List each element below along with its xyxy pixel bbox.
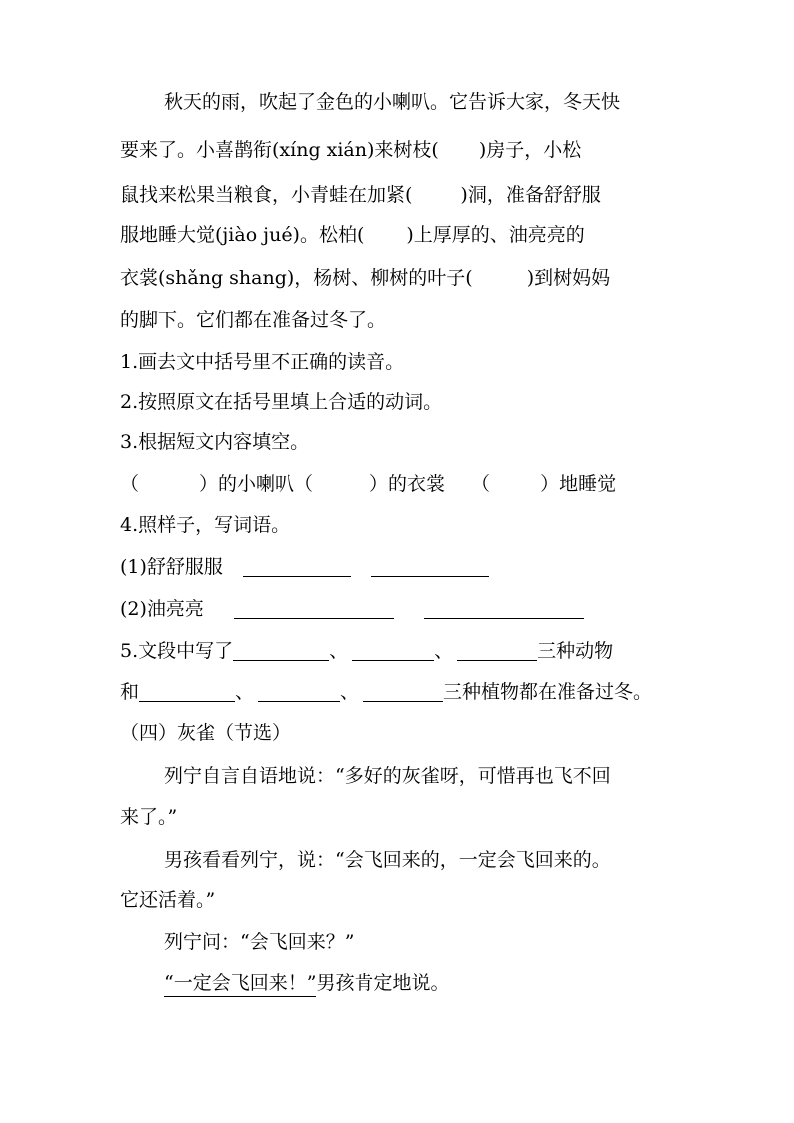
answer-blank[interactable] (363, 679, 443, 702)
question-4: 4.照样子，写词语。 (120, 514, 291, 536)
question-3-blanks: （ ）的小喇叭（ ）的衣裳 （ ）地睡觉 (120, 473, 617, 495)
answer-blank[interactable] (352, 638, 434, 661)
answer-blank[interactable] (457, 638, 537, 661)
passage4-line-4: 它还活着。” (120, 889, 216, 911)
passage4-line-1: 列宁自言自语地说：“多好的灰雀呀，可惜再也飞不回 (164, 765, 611, 787)
question-5-line-2: 和 、 、 三种植物都在准备过冬。 (120, 681, 653, 703)
question-1: 1.画去文中括号里不正确的读音。 (120, 351, 405, 373)
question-4-item-1: (1)舒舒服服 (120, 547, 680, 587)
passage4-line-3: 男孩看看列宁，说：“会飞回来的，一定会飞回来的。 (164, 849, 611, 871)
passage4-line-2: 来了。” (120, 806, 178, 828)
question-5-line-1: 5.文段中写了 、 、 三种动物 (120, 640, 614, 662)
passage-line-5: 衣裳(shǎng shang)，杨树、柳树的叶子( )到树妈妈 (120, 267, 611, 289)
answer-blank[interactable] (139, 679, 235, 702)
answer-blank[interactable] (243, 554, 351, 577)
passage-line-1: 秋天的雨，吹起了金色的小喇叭。它告诉大家，冬天快 (164, 91, 621, 113)
question-3: 3.根据短文内容填空。 (120, 431, 310, 453)
section-title: （四）灰雀（节选） (120, 722, 292, 744)
answer-blank[interactable] (234, 596, 394, 619)
answer-blank[interactable] (371, 554, 489, 577)
passage-line-6: 的脚下。它们都在准备过冬了。 (120, 309, 387, 331)
question-2: 2.按照原文在括号里填上合适的动词。 (120, 391, 443, 413)
answer-blank[interactable] (424, 596, 584, 619)
answer-blank[interactable] (233, 638, 329, 661)
passage-line-4: 服地睡大觉(jiào jué)。松柏( )上厚厚的、油亮亮的 (120, 224, 585, 246)
question-4-item-2: (2)油亮亮 (120, 589, 680, 629)
passage4-line-5: 列宁问：“会飞回来？” (164, 931, 355, 953)
passage-line-2: 要来了。小喜鹊衔(xíng xián)来树枝( )房子，小松 (120, 139, 582, 161)
answer-blank[interactable] (258, 679, 340, 702)
passage-line-3: 鼠找来松果当粮食，小青蛙在加紧( )洞，准备舒舒服 (120, 184, 601, 206)
underlined-quote: “一定会飞回来！” (164, 972, 316, 997)
passage4-line-6: “一定会飞回来！”男孩肯定地说。 (164, 963, 724, 1003)
